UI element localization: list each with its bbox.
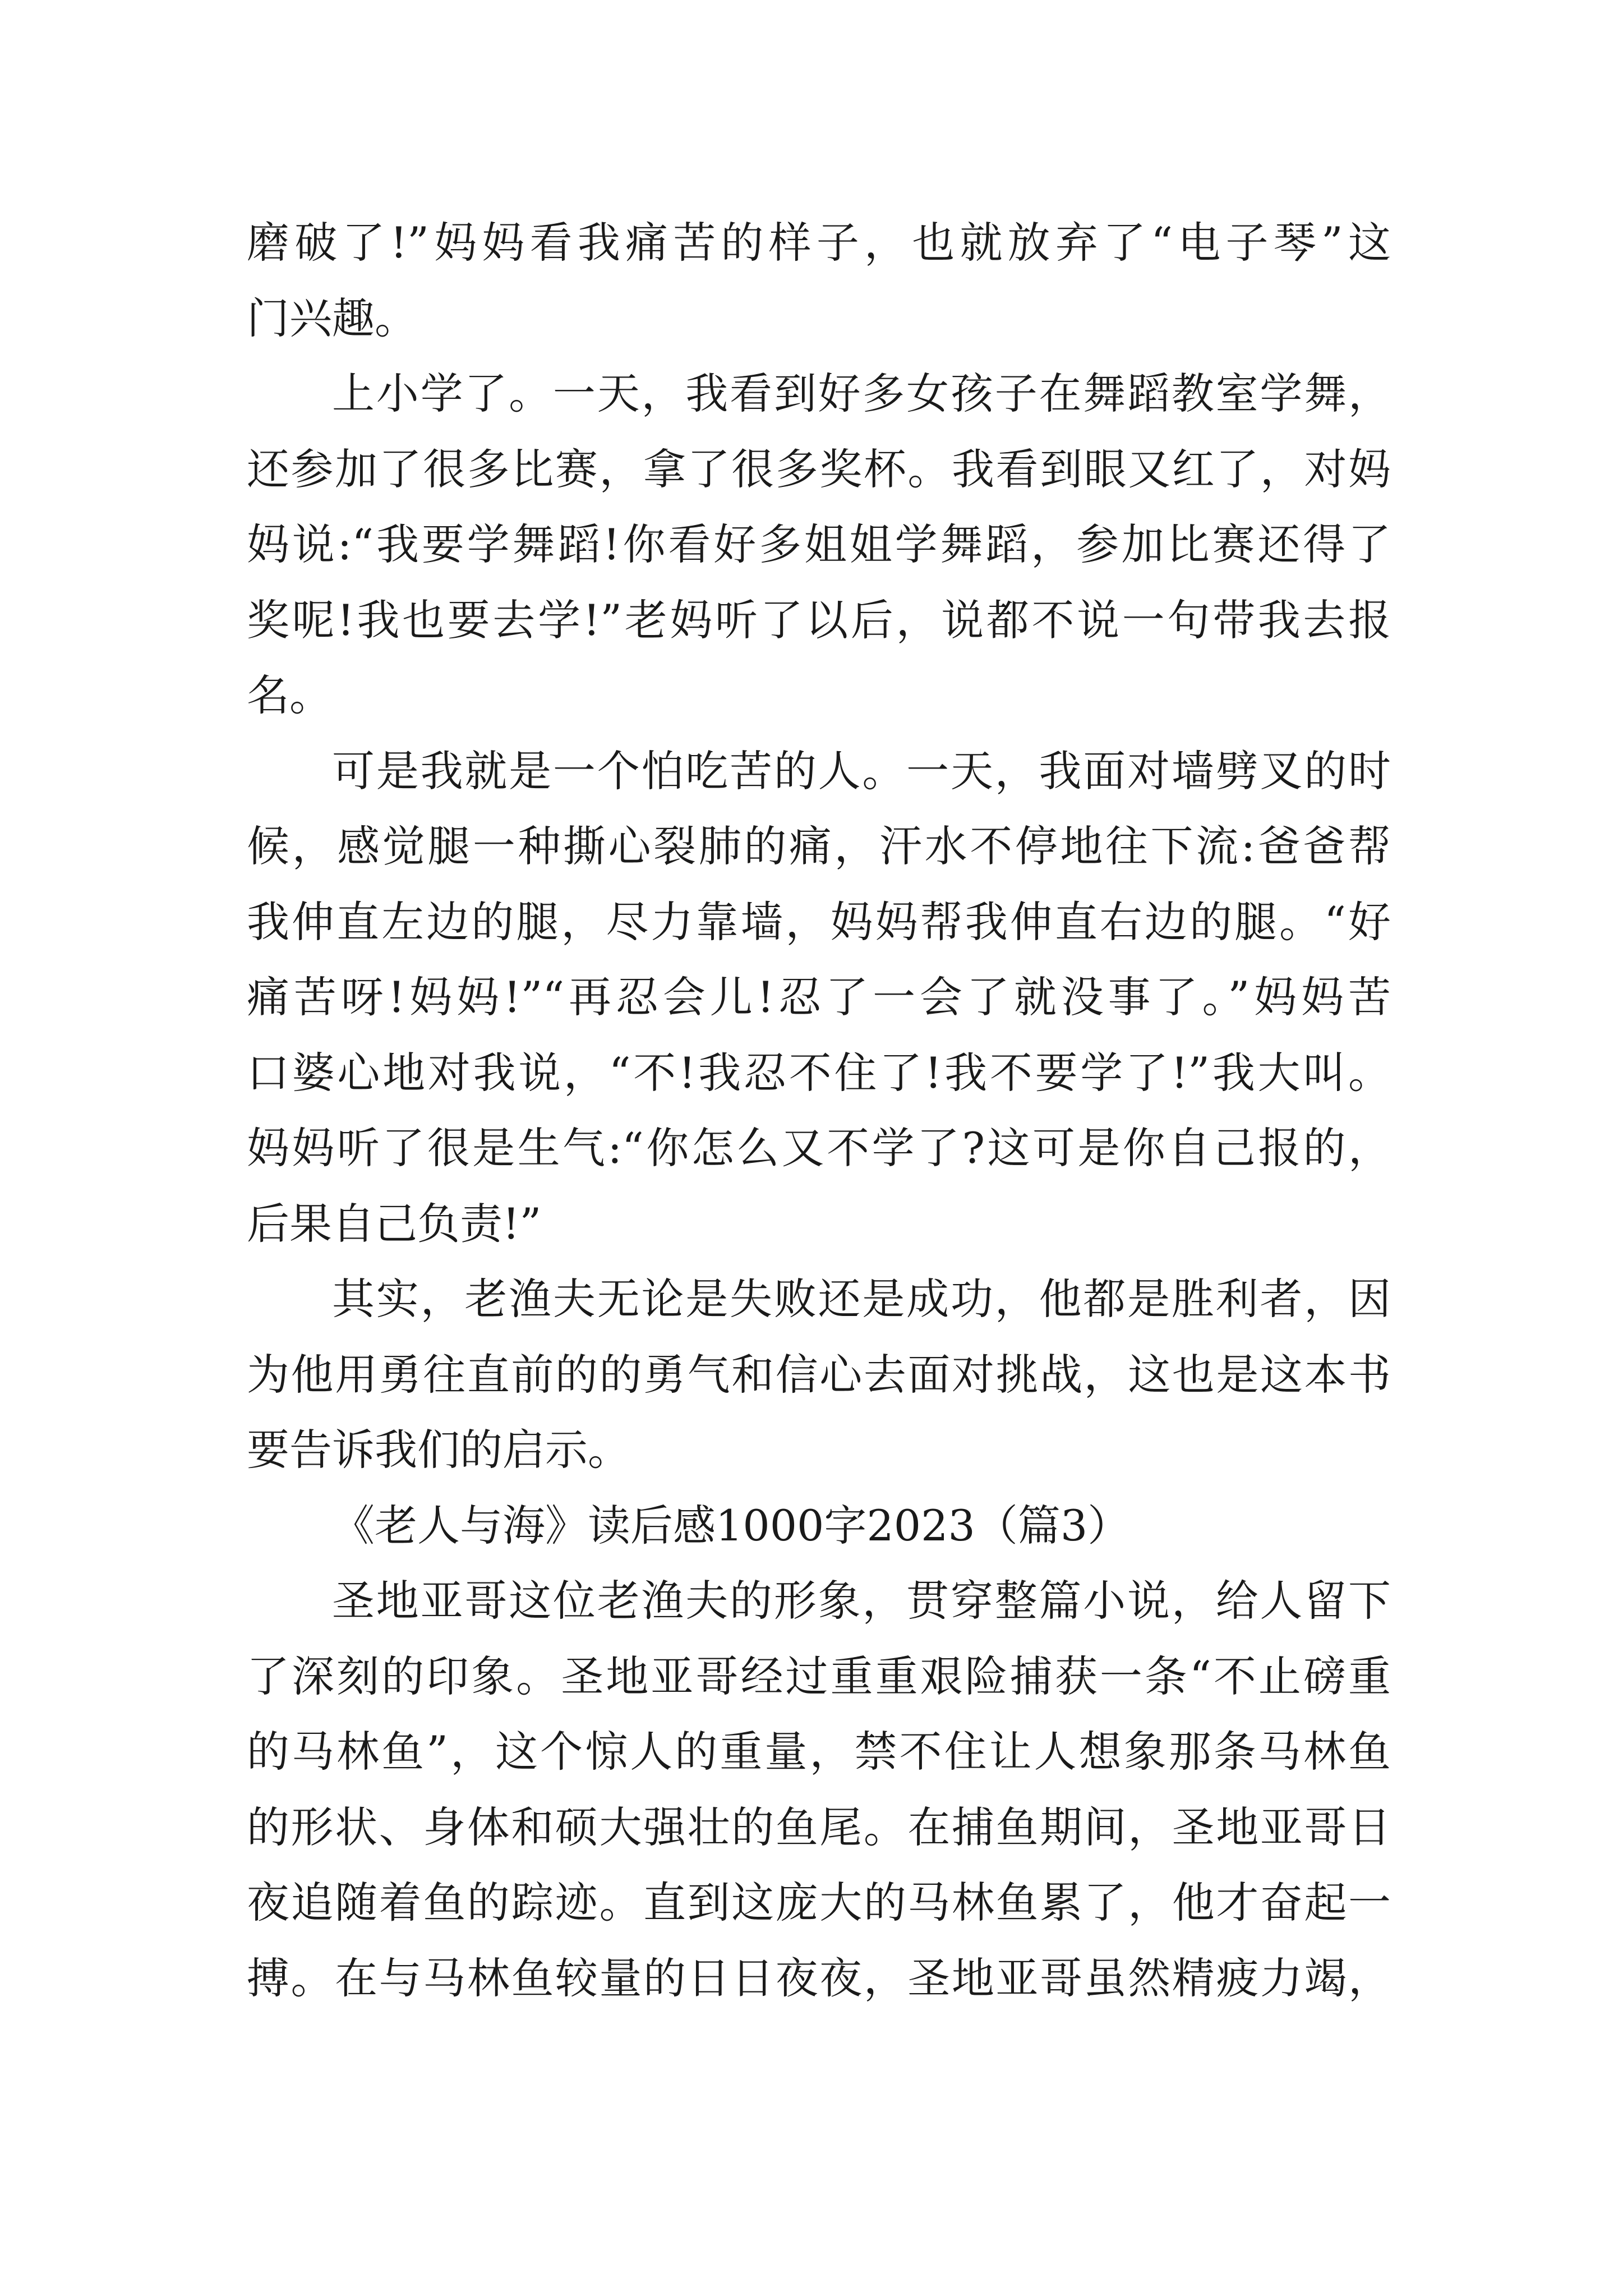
paragraph-start-line: 可是我就是一个怕吃苦的人。一天，我面对墙劈叉的时 xyxy=(332,746,1391,796)
text-line: 妈说:“我要学舞蹈!你看好多姐姐学舞蹈，参加比赛还得了 xyxy=(247,519,1391,569)
text-line: 口婆心地对我说，“不!我忍不住了!我不要学了!”我大叫。 xyxy=(247,1047,1391,1098)
text-line: 磨破了!”妈妈看我痛苦的样子，也就放弃了“电子琴”这 xyxy=(247,218,1391,268)
text-line: 还参加了很多比赛，拿了很多奖杯。我看到眼又红了，对妈 xyxy=(247,444,1391,494)
text-line: 搏。在与马林鱼较量的日日夜夜，圣地亚哥虽然精疲力竭， xyxy=(247,1953,1391,2003)
body-text xyxy=(247,205,1391,2016)
text-line: 的马林鱼”，这个惊人的重量，禁不住让人想象那条马林鱼 xyxy=(247,1727,1391,1777)
paragraph-start-line: 其实，老渔夫无论是失败还是成功，他都是胜利者，因 xyxy=(332,1274,1391,1324)
paragraph-start-line: 圣地亚哥这位老渔夫的形象，贯穿整篇小说，给人留下 xyxy=(332,1576,1391,1626)
text-line: 妈妈听了很是生气:“你怎么又不学了?这可是你自己报的， xyxy=(247,1123,1391,1173)
section-heading: 《老人与海》读后感1000字2023（篇3） xyxy=(332,1500,1131,1550)
text-line: 名。 xyxy=(247,670,332,720)
text-line: 候，感觉腿一种撕心裂肺的痛，汗水不停地往下流:爸爸帮 xyxy=(247,821,1391,871)
text-line: 夜追随着鱼的踪迹。直到这庞大的马林鱼累了，他才奋起一 xyxy=(247,1878,1391,1927)
text-line: 要告诉我们的启示。 xyxy=(247,1425,630,1475)
text-line: 为他用勇往直前的的勇气和信心去面对挑战，这也是这本书 xyxy=(247,1349,1391,1400)
text-line: 后果自己负责!” xyxy=(247,1198,542,1249)
text-line: 奖呢!我也要去学!”老妈听了以后，说都不说一句带我去报 xyxy=(247,595,1391,645)
text-line: 痛苦呀!妈妈!”“再忍会儿!忍了一会了就没事了。”妈妈苦 xyxy=(247,972,1391,1022)
text-line: 了深刻的印象。圣地亚哥经过重重艰险捕获一条“不止磅重 xyxy=(247,1651,1391,1701)
paragraph-start-line: 上小学了。一天，我看到好多女孩子在舞蹈教室学舞， xyxy=(332,369,1391,418)
text-line: 门兴趣。 xyxy=(247,293,417,343)
text-line: 我伸直左边的腿，尽力靠墙，妈妈帮我伸直右边的腿。“好 xyxy=(247,896,1391,947)
text-line: 的形状、身体和硕大强壮的鱼尾。在捕鱼期间，圣地亚哥日 xyxy=(247,1802,1391,1852)
